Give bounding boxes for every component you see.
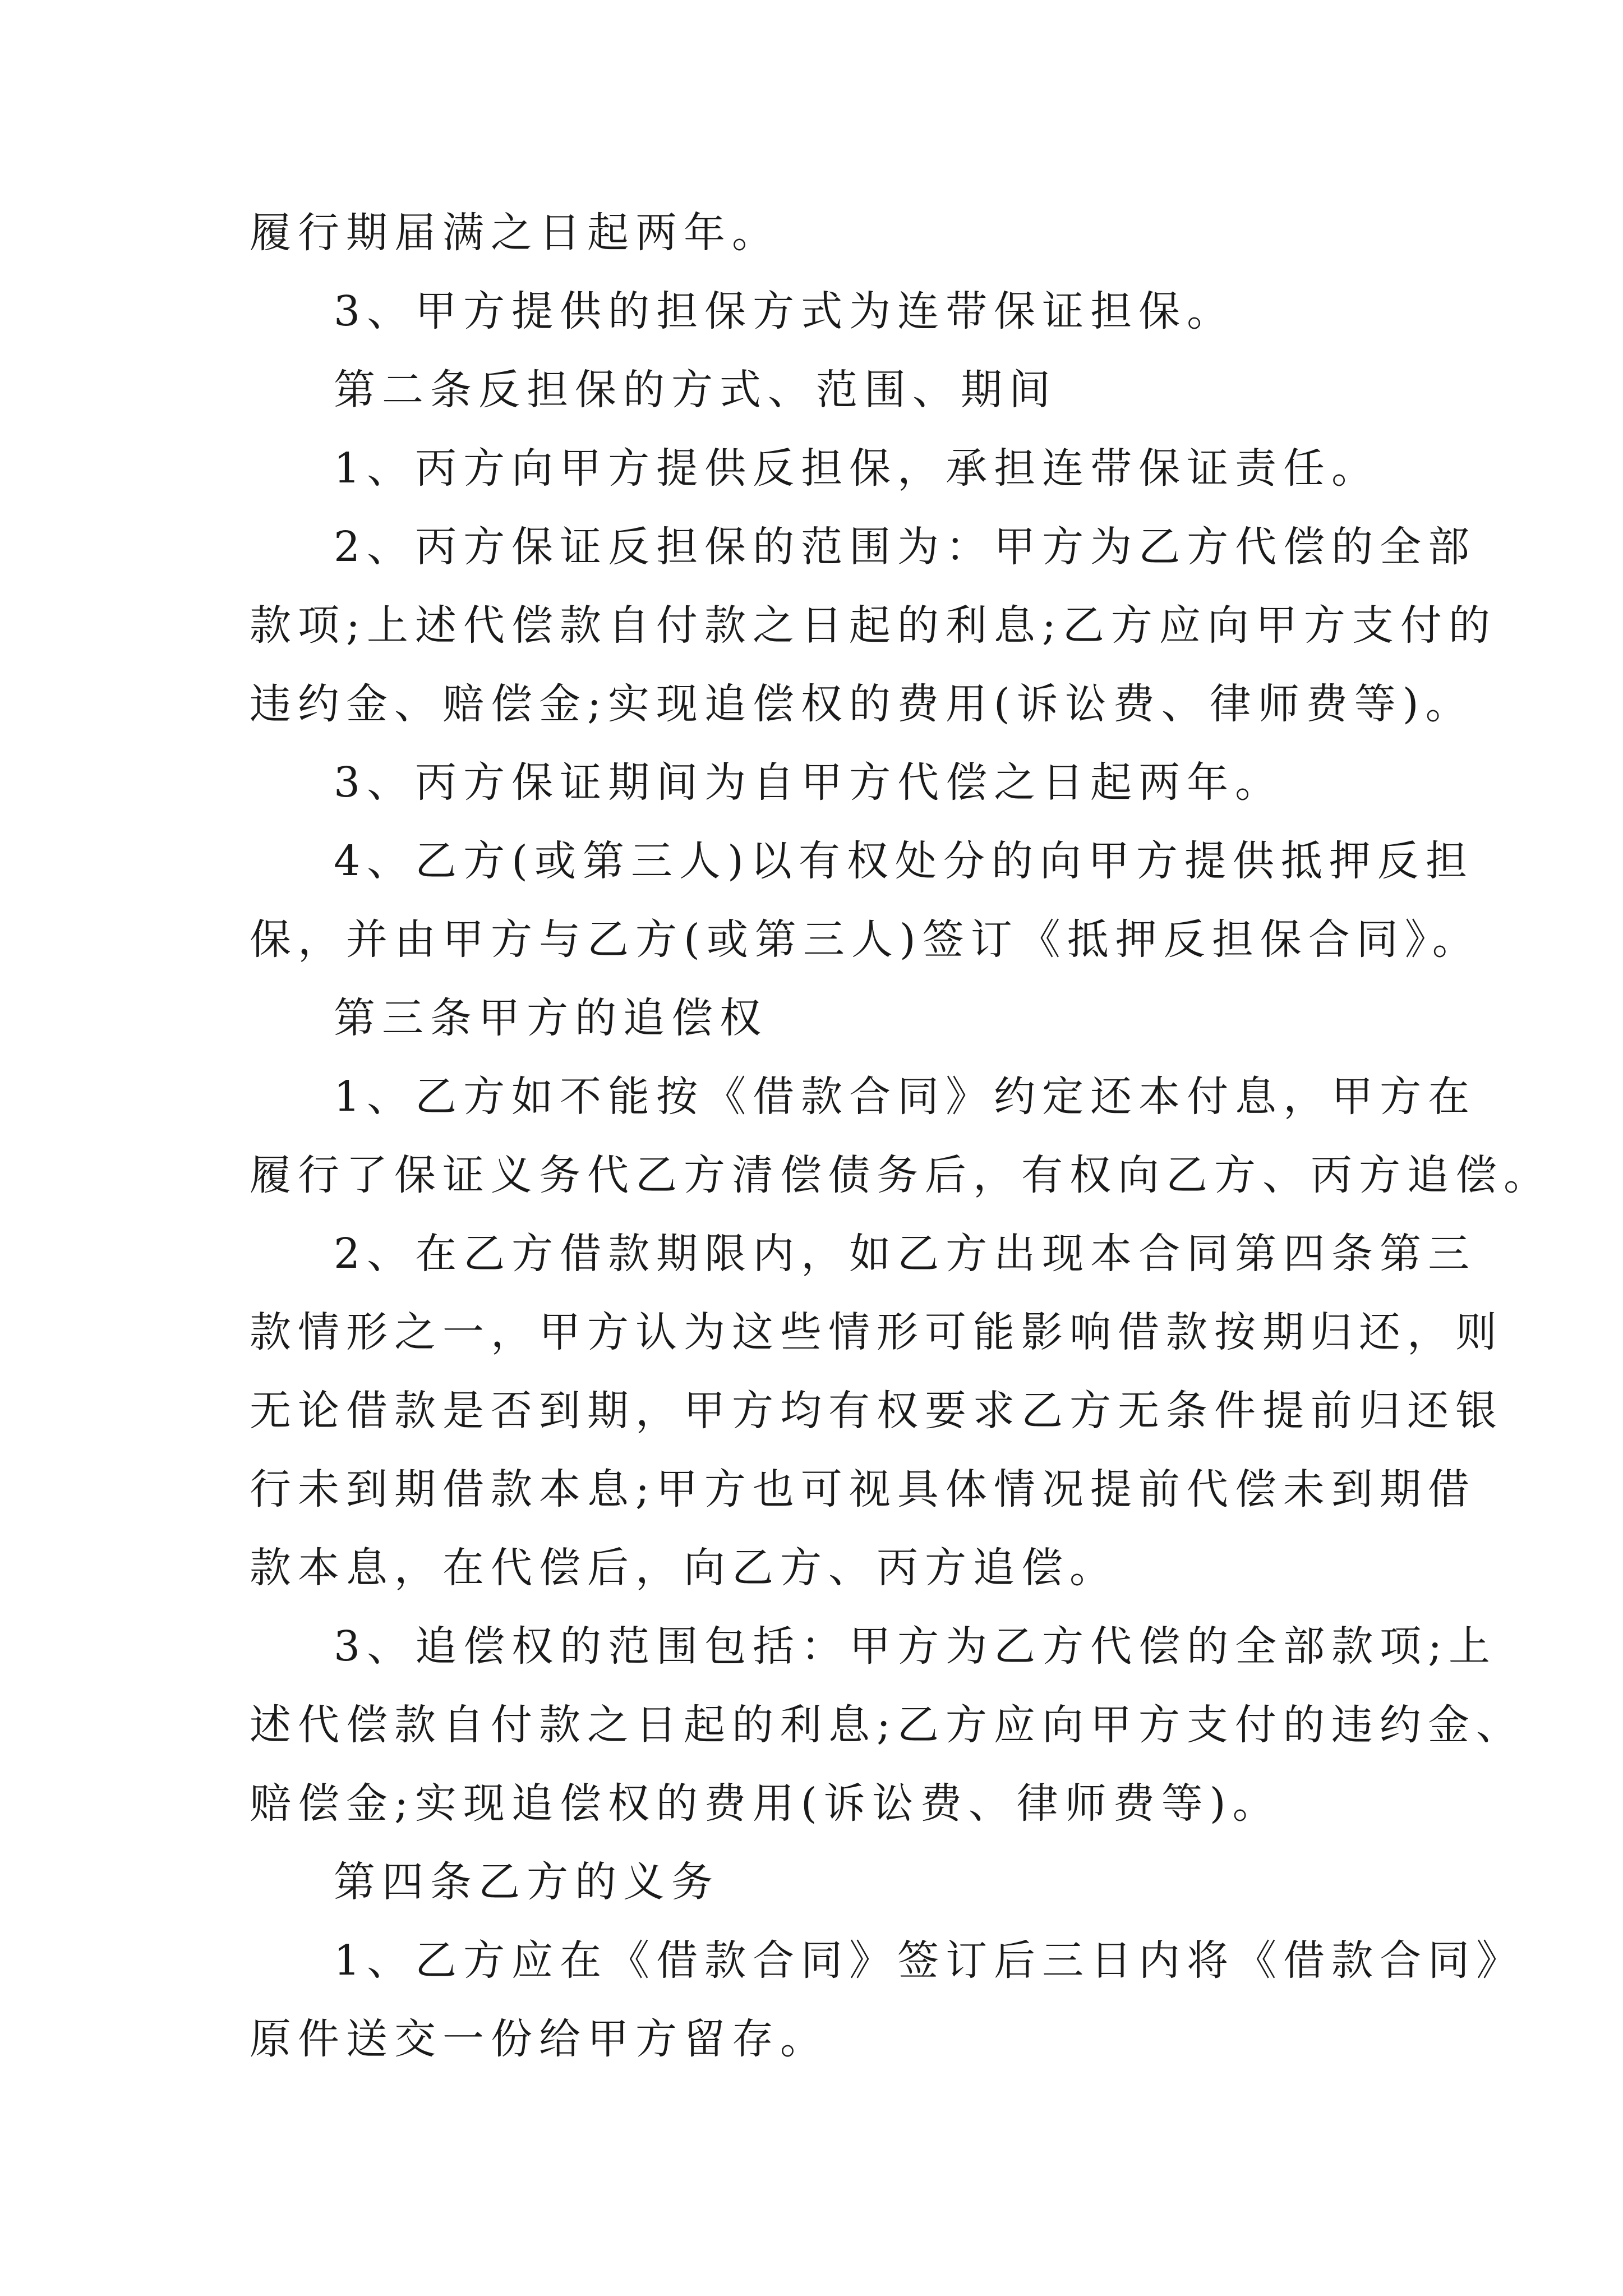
text-line: 原件送交一份给甲方留存。	[250, 2015, 828, 2063]
text-line: 违约金、赔偿金;实现追偿权的费用(诉讼费、律师费等)。	[250, 680, 1474, 728]
text-line: 3、甲方提供的担保方式为连带保证担保。	[334, 287, 1235, 335]
text-line: 行未到期借款本息;甲方也可视具体情况提前代偿未到期借	[250, 1465, 1476, 1513]
text-line: 履行期届满之日起两年。	[250, 209, 780, 257]
text-line: 赔偿金;实现追偿权的费用(诉讼费、律师费等)。	[250, 1779, 1281, 1828]
section-heading: 第四条乙方的义务	[334, 1858, 720, 1906]
text-line: 保，并由甲方与乙方(或第三人)签订《抵押反担保合同》。	[250, 915, 1481, 964]
text-line: 3、追偿权的范围包括：甲方为乙方代偿的全部款项;上	[334, 1622, 1497, 1671]
text-line: 述代偿款自付款之日起的利息;乙方应向甲方支付的违约金、	[250, 1701, 1524, 1749]
text-line: 无论借款是否到期，甲方均有权要求乙方无条件提前归还银	[250, 1387, 1504, 1435]
text-line: 4、乙方(或第三人)以有权处分的向甲方提供抵押反担	[334, 837, 1474, 885]
section-heading: 第二条反担保的方式、范围、期间	[334, 366, 1057, 414]
text-line: 1、乙方应在《借款合同》签订后三日内将《借款合同》	[334, 1936, 1525, 1985]
text-line: 1、丙方向甲方提供反担保，承担连带保证责任。	[334, 444, 1380, 493]
text-line: 3、丙方保证期间为自甲方代偿之日起两年。	[334, 758, 1284, 807]
text-line: 款本息，在代偿后，向乙方、丙方追偿。	[250, 1544, 1118, 1592]
section-heading: 第三条甲方的追偿权	[334, 994, 768, 1042]
text-line: 2、丙方保证反担保的范围为：甲方为乙方代偿的全部	[334, 523, 1477, 571]
text-line: 款情形之一，甲方认为这些情形可能影响借款按期归还，则	[250, 1308, 1504, 1356]
text-line: 2、在乙方借款期限内，如乙方出现本合同第四条第三	[334, 1230, 1477, 1278]
text-line: 履行了保证义务代乙方清偿债务后，有权向乙方、丙方追偿。	[250, 1151, 1552, 1199]
text-line: 款项;上述代偿款自付款之日起的利息;乙方应向甲方支付的	[250, 601, 1497, 650]
text-line: 1、乙方如不能按《借款合同》约定还本付息，甲方在	[334, 1073, 1477, 1121]
